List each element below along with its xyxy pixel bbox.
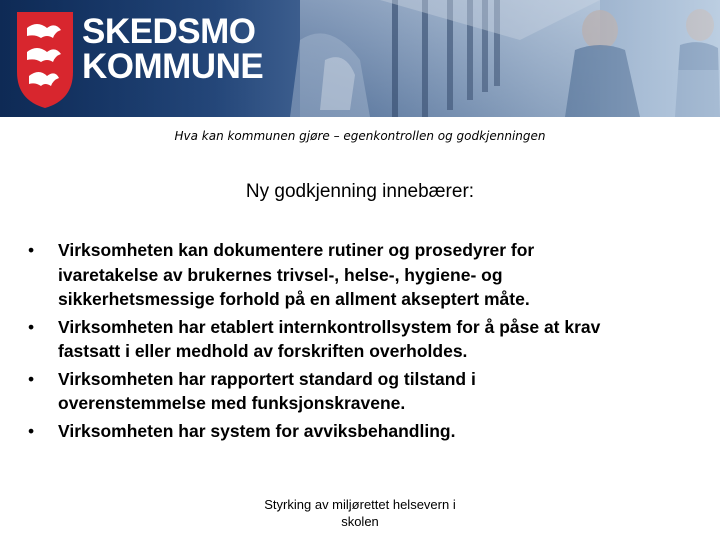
slide-subtitle: Hva kan kommunen gjøre – egenkontrollen og godkjenningen [174, 129, 546, 143]
bullet-line: fastsatt i eller medhold av forskriften overholdes. [58, 341, 468, 361]
bullet-line: overenstemmelse med funksjonskravene. [58, 393, 406, 413]
coat-of-arms-icon [15, 10, 75, 110]
bullet-item [28, 367, 708, 416]
brand-name [82, 14, 263, 84]
brand-line-2: KOMMUNE [82, 47, 264, 86]
bullet-item [28, 419, 708, 444]
bullet-list [28, 238, 708, 446]
bullet-marker: • [28, 368, 35, 389]
bullet-marker: • [28, 240, 35, 260]
bullet-marker: • [28, 420, 35, 441]
bullet-line: Virksomheten kan dokumentere rutiner og prosedyrer for [58, 240, 535, 260]
slide-heading: Ny godkjenning innebærer: [245, 181, 475, 202]
bullet-item [28, 238, 708, 312]
bullet-line: Virksomheten har etablert internkontrollsystem for å påse at krav [58, 316, 601, 337]
bullet-marker: • [28, 316, 35, 337]
header-banner [0, 0, 720, 117]
footer-line-2: skolen [341, 514, 379, 529]
bullet-line: ivaretakelse av brukernes trivsel-, helse-, hygiene- og [58, 264, 503, 285]
slide-footer [250, 496, 470, 530]
bullet-line: sikkerhetsmessige forhold på en allment akseptert måte. [58, 289, 530, 309]
bullet-item [28, 315, 708, 364]
footer-line-1: Styrking av miljørettet helsevern i [264, 497, 456, 512]
brand-line-1: SKEDSMO [82, 12, 256, 51]
bullet-line: Virksomheten har system for avviksbehandling. [58, 420, 456, 441]
bullet-line: Virksomheten har rapportert standard og tilstand i [58, 368, 476, 389]
